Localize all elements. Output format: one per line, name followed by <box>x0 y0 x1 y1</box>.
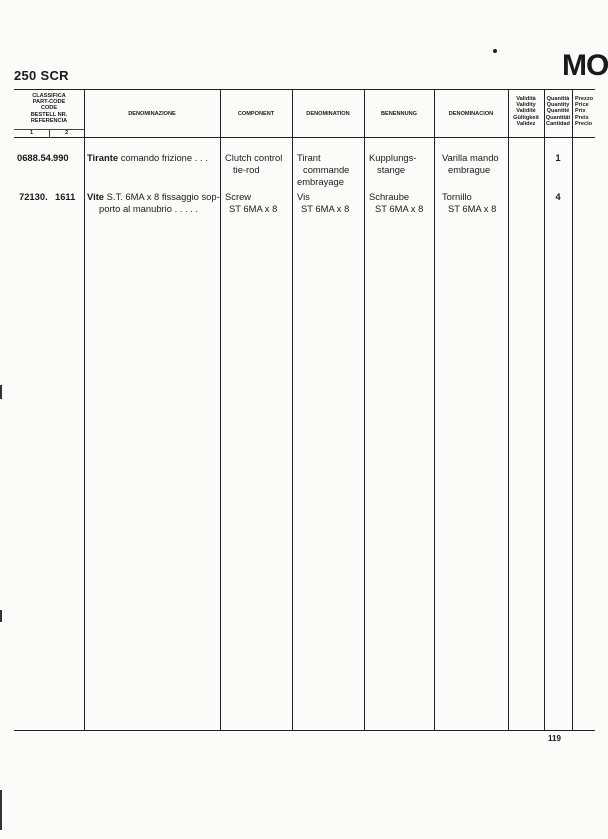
scan-mark <box>0 385 2 399</box>
table-bottom-border <box>14 730 595 731</box>
col-divider <box>508 89 509 730</box>
header-denomination: DENOMINATION <box>306 111 350 117</box>
part-code-1: 72130. <box>19 191 48 202</box>
scan-mark <box>0 790 2 830</box>
header-prezzo: Prezzo Price Prix Preis Precio <box>575 96 594 127</box>
col-divider <box>434 89 435 730</box>
header-code: CLASSIFICA PART-CODE CODE BESTELL NR. REFERENCIA <box>30 93 68 124</box>
header-denominazione: DENOMINAZIONE <box>128 111 176 117</box>
col-divider <box>220 89 221 730</box>
header-quantita: Quantità Quantity Quantité Quantität Cantidad <box>545 96 571 127</box>
denomination-text: Tirant commande embrayage <box>297 152 350 188</box>
denomination-text: Vis ST 6MA x 8 <box>297 191 350 215</box>
part-code-2: 1611 <box>55 191 76 202</box>
header-validita: Validità Validity Validité Gültigkeit Validez <box>513 96 539 127</box>
col-divider <box>572 89 573 730</box>
model-title: 250 SCR <box>14 68 69 83</box>
part-code-1: 0688.54. <box>17 152 54 163</box>
brand-title: MO <box>562 49 608 82</box>
col-divider <box>544 89 545 730</box>
header-benennung: BENENNUNG <box>380 111 418 117</box>
header-code-sub-1: 1 <box>29 130 34 136</box>
denominacion-text: Varilla mando embrague <box>442 152 499 176</box>
benennung-text: Schraube ST 6MA x 8 <box>369 191 424 215</box>
col-divider <box>84 89 85 730</box>
benennung-text: Kupplungs- stange <box>369 152 417 176</box>
denominazione-text: Vite S.T. 6MA x 8 fissaggio sop- porto al manubrio . . . . . <box>87 191 220 215</box>
col-divider <box>364 89 365 730</box>
quantity-value: 1 <box>555 152 561 163</box>
quantity-value: 4 <box>555 191 561 202</box>
component-text: Clutch control tie-rod <box>225 152 283 176</box>
header-code-sub-2: 2 <box>64 130 69 136</box>
col-divider <box>292 89 293 730</box>
part-code-2: 990 <box>53 152 69 163</box>
component-text: Screw ST 6MA x 8 <box>225 191 278 215</box>
scan-mark <box>0 610 2 622</box>
header-component: COMPONENT <box>237 111 275 117</box>
header-denominacion: DENOMINACION <box>448 111 494 117</box>
denominacion-text: Tornillo ST 6MA x 8 <box>442 191 497 215</box>
denominazione-text: Tirante comando frizione . . . <box>87 152 208 163</box>
page-number: 119 <box>548 734 561 743</box>
print-speck <box>493 49 497 53</box>
